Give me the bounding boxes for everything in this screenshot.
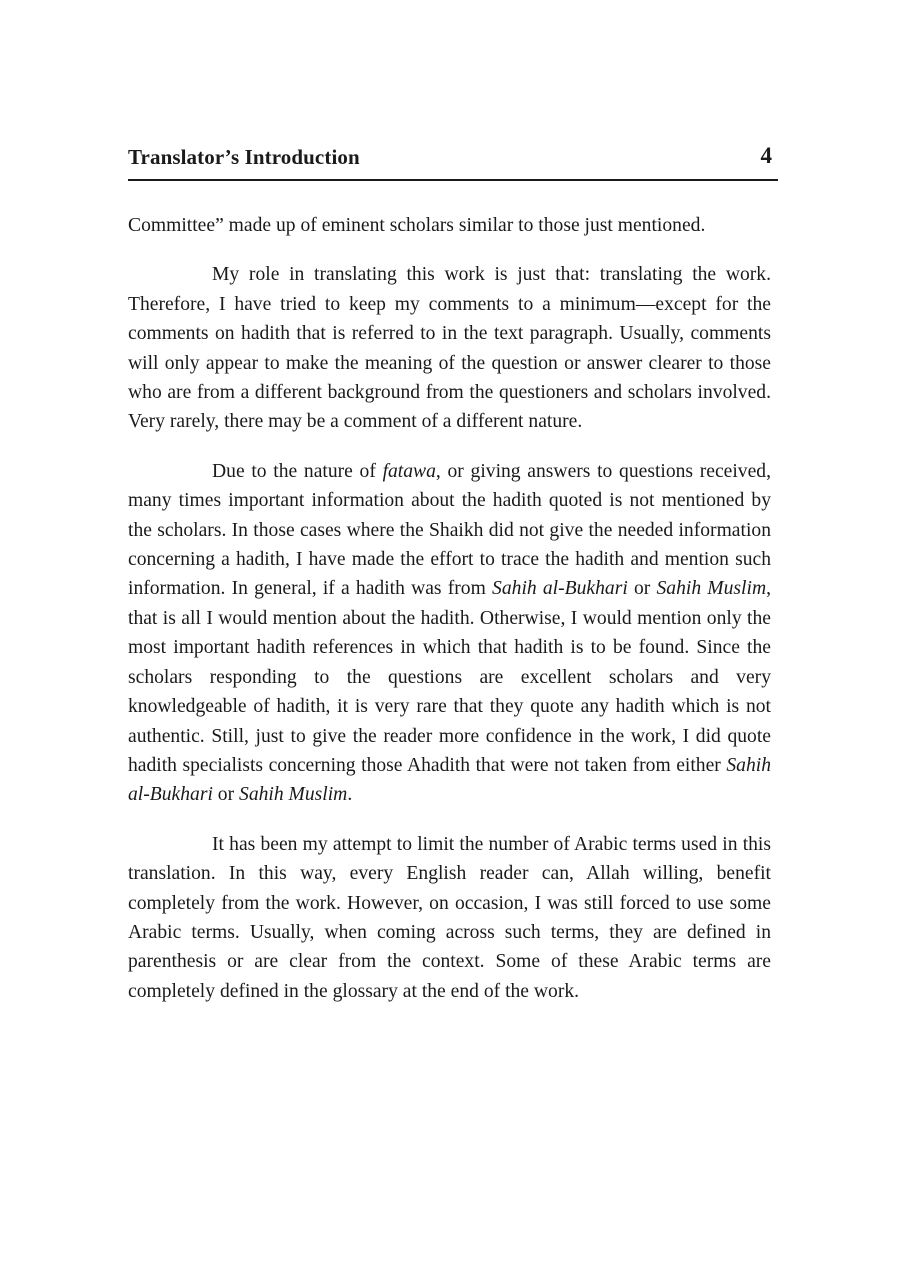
italic-term: Sahih al-Bukhari — [128, 754, 771, 806]
paragraph-2 — [128, 260, 771, 436]
text-segment: or — [627, 578, 657, 600]
text-segment: Due to the nature of — [212, 460, 383, 482]
text-segment: or — [212, 784, 240, 806]
italic-term: Sahih al-Bukhari — [492, 578, 628, 600]
italic-term: Sahih Muslim — [239, 784, 348, 806]
italic-term: fatawa — [382, 460, 436, 482]
page-number: 4 — [760, 143, 772, 168]
text-segment: . — [347, 784, 353, 806]
paragraph-4 — [128, 830, 771, 1006]
running-header — [128, 143, 778, 181]
text-segment: Committee” made up of eminent scholars similar to those just mentioned. — [128, 215, 706, 236]
text-segment: It has been my attempt to limit the number of Arabic terms used in this translation. In this way, every English reader can, Allah willing, benefit completely from the work. However, on occasion, I was still forced to use some Arabic terms. Usually, when coming across such terms, they are defined in parenthesis or are clear from the context. Some of these Arabic terms are completely defined in the glossary at the end of the work. — [128, 833, 771, 1002]
body-text — [128, 211, 771, 1006]
text-segment: , that is all I would mention about the hadith. Otherwise, I would mention only the most important hadith references in which that hadith is to be found. Since the scholars responding to the questions are excellent scholars and very knowledgeable of hadith, it is very rare that they quote any hadith which is not authentic. Still, just to give the reader more confidence in the work, I did quote hadith specialists concerning those Ahadith that were not taken from either — [128, 578, 771, 776]
text-segment: , or giving answers to questions received, many times important information about the hadith quoted is not mentioned by the scholars. In those cases where the Shaikh did not give the needed information concerning a hadith, I have made the effort to trace the hadith and mention such information. In general, if a hadith was from — [128, 460, 771, 600]
header-title: Translator’s Introduction — [128, 145, 360, 169]
text-segment: My role in translating this work is just that: translating the work. Therefore, I have tried to keep my comments to a minimum—except for the comments on hadith that is referred to in the text paragraph. Usually, comments will only appear to make the meaning of the question or answer clearer to those who are from a different background from the questioners and scholars involved. Very rarely, there may be a comment of a different nature. — [128, 264, 771, 433]
paragraph-3 — [128, 457, 771, 810]
paragraph-1 — [128, 211, 771, 240]
italic-term: Sahih Muslim — [656, 578, 767, 600]
